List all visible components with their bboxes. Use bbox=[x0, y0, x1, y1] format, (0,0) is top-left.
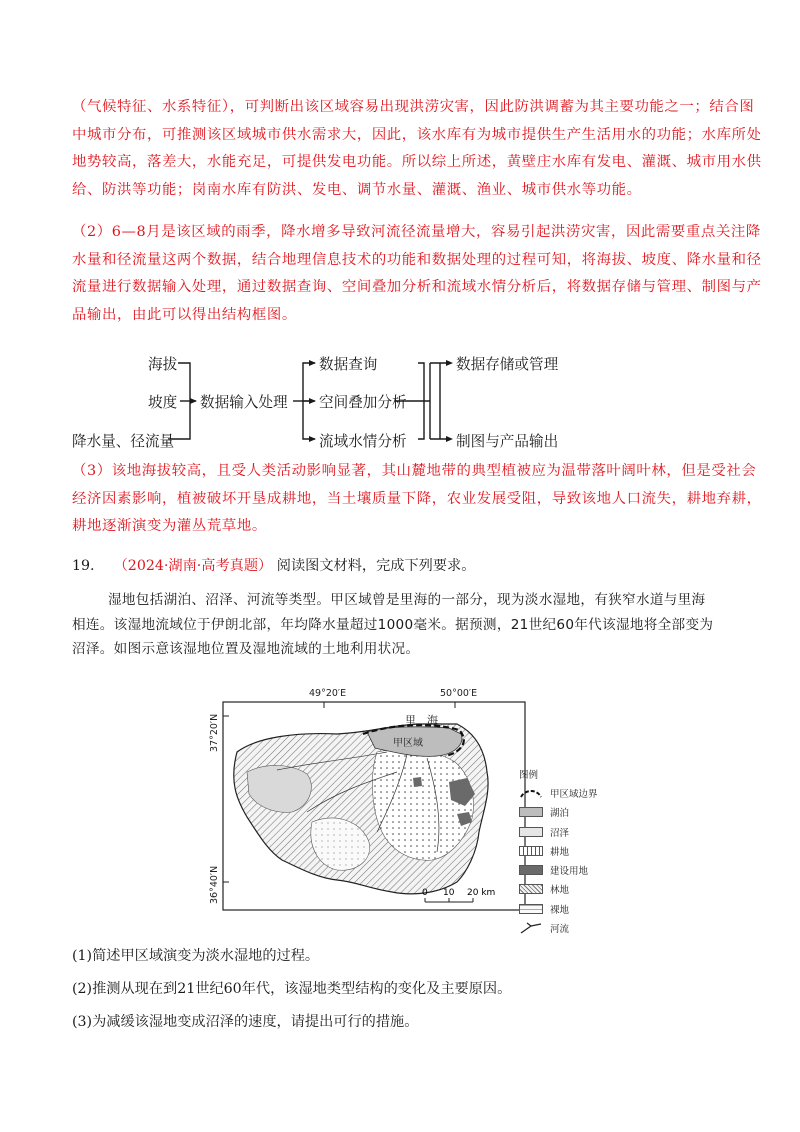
builtup-swatch bbox=[519, 865, 543, 875]
flow-input-precip-runoff: 降水量、径流量 bbox=[72, 433, 175, 450]
material-line: 湿地包括湖泊、沼泽、河流等类型。甲区域曾是里海的一部分，现为淡水湿地，有狭窄水道与里海 bbox=[108, 592, 706, 608]
text-line: 流量进行数据输入处理，通过数据查询、空间叠加分析和流域水情分析后，将数据存储与管理、制图与产 bbox=[72, 279, 762, 295]
question-number: 19. bbox=[72, 558, 95, 574]
lon-label: 50°00′E bbox=[440, 688, 478, 699]
forest-swatch bbox=[519, 884, 543, 894]
lake-swatch bbox=[519, 807, 543, 817]
legend-item: 裸地 bbox=[519, 899, 598, 918]
text-line: 给、防洪等功能；岗南水库有防洪、发电、调节水量、灌溉、渔业、城市供水等功能。 bbox=[72, 181, 642, 198]
text-line: 地势较高，落差大，水能充足，可提供发电功能。所以综上所述，黄壁庄水库有发电、灌溉、城市用水供 bbox=[72, 154, 762, 170]
marsh-swatch bbox=[519, 827, 543, 837]
legend-item: 林地 bbox=[519, 880, 598, 899]
subquestion-1: (1)简述甲区域演变为淡水湿地的过程。 bbox=[72, 948, 320, 964]
answer-paragraph-3 bbox=[72, 458, 762, 541]
scale-label: 20 km bbox=[467, 888, 496, 898]
flow-input-slope: 坡度 bbox=[148, 394, 178, 411]
scale-label: 10 bbox=[443, 888, 455, 898]
legend-item: 耕地 bbox=[519, 841, 598, 860]
text-line: （3）该地海拔较高，且受人类活动影响显著，其山麓地带的典型植被应为温带落叶阔叶林，但是受社会 bbox=[72, 463, 757, 479]
legend-item: 湖泊 bbox=[519, 803, 598, 822]
river-icon bbox=[519, 922, 543, 934]
map-legend bbox=[519, 764, 598, 938]
subquestion-2: (2)推测从现在到21世纪60年代，该湿地类型结构的变化及主要原因。 bbox=[72, 981, 512, 997]
builtup-area bbox=[413, 777, 422, 787]
text-line: （2）6—8月是该区域的雨季，降水增多导致河流径流量增大，容易引起洪涝灾害，因此需要重点关注降 bbox=[72, 224, 761, 240]
question-source: （2024·湖南·高考真题） bbox=[113, 558, 273, 574]
flow-process: 数据输入处理 bbox=[200, 394, 288, 411]
legend-item: 建设用地 bbox=[519, 860, 598, 879]
text-line: 品输出，由此可以得出结构框图。 bbox=[72, 306, 297, 323]
material-line: 沼泽。如图示意该湿地位置及湿地流域的土地利用状况。 bbox=[72, 641, 420, 657]
legend-title: 图例 bbox=[519, 769, 539, 781]
dashed-boundary-icon bbox=[519, 787, 543, 799]
scale-label: 0 bbox=[422, 888, 428, 898]
material-line: 相连。该湿地流域位于伊朗北部，年均降水量超过1000毫米。据预测，21世纪60年代该湿地将全部变为 bbox=[72, 616, 714, 633]
legend-item: 甲区域边界 bbox=[519, 783, 598, 802]
flow-input-elevation: 海拔 bbox=[148, 356, 178, 373]
legend-item: 河流 bbox=[519, 918, 598, 937]
bare-swatch bbox=[519, 904, 543, 914]
farmland-swatch bbox=[519, 846, 543, 856]
flow-analysis-query: 数据查询 bbox=[319, 356, 378, 373]
flow-output-mapping: 制图与产品输出 bbox=[456, 433, 559, 450]
flow-analysis-hydro: 流域水情分析 bbox=[319, 433, 407, 450]
flow-analysis-overlay: 空间叠加分析 bbox=[319, 394, 407, 411]
flow-output-storage: 数据存储或管理 bbox=[456, 356, 559, 373]
lat-label: 37°20′N bbox=[209, 713, 220, 752]
question-header bbox=[72, 555, 475, 575]
lon-label: 49°20′E bbox=[309, 688, 347, 699]
text-line: 耕地逐渐演变为灌丛荒草地。 bbox=[72, 518, 267, 534]
question-prompt: 阅读图文材料，完成下列要求。 bbox=[276, 558, 476, 574]
text-line: （气候特征、水系特征），可判断出该区域容易出现洪涝灾害，因此防洪调蓄为其主要功能之一；结合图 bbox=[72, 99, 755, 115]
area-label: 甲区域 bbox=[393, 738, 423, 749]
legend-item: 沼泽 bbox=[519, 822, 598, 841]
subquestion-3: (3)为减缓该湿地变成沼泽的速度，请提出可行的措施。 bbox=[72, 1014, 419, 1030]
text-line: 水量和径流量这两个数据，结合地理信息技术的功能和数据处理的过程可知，将海拔、坡度、降水量和径 bbox=[72, 251, 762, 268]
text-line: 中城市分布，可推测该区域城市供水需求大，因此，该水库有为城市提供生产生活用水的功能；水库所处 bbox=[72, 126, 762, 143]
lat-label: 36°40′N bbox=[209, 865, 220, 904]
sea-label: 里 海 bbox=[405, 714, 438, 727]
text-line: 经济因素影响，植被破坏开垦成耕地，当土壤质量下降，农业发展受阻，导致该地人口流失，耕地弃耕， bbox=[72, 490, 762, 507]
flowchart-connectors bbox=[0, 0, 800, 500]
question-material bbox=[72, 588, 714, 662]
